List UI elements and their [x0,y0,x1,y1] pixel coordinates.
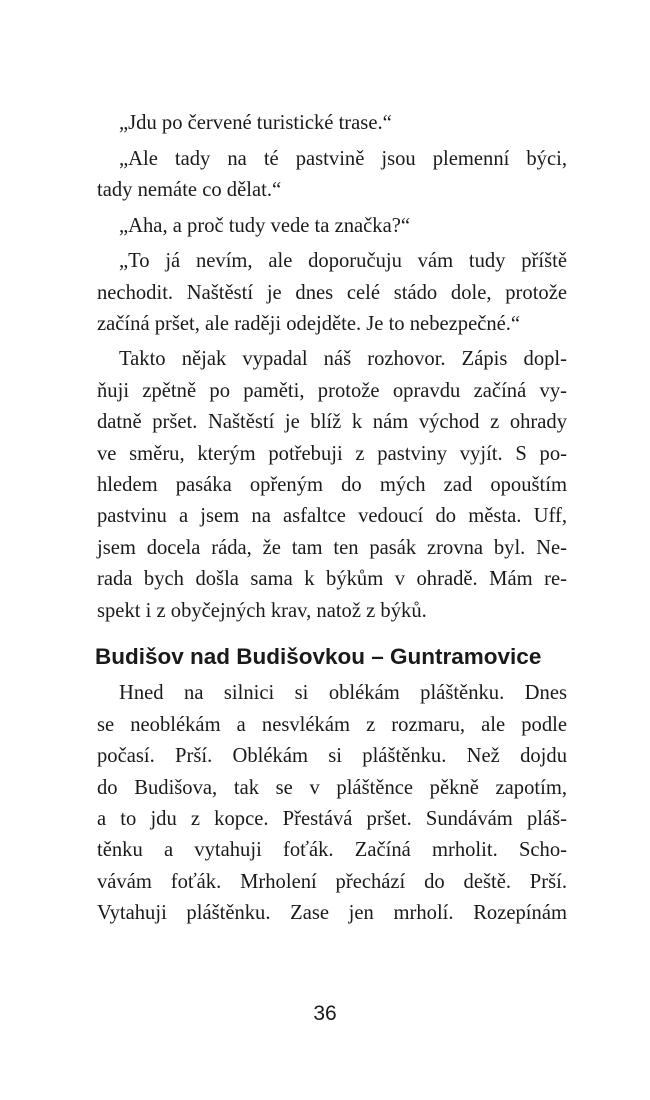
text-line: počasí. Prší. Oblékám si pláštěnku. Než dojdu [97,745,567,768]
text-line: datně pršet. Naštěstí je blíž k nám východ z ohrady [97,411,567,434]
text-line: a to jdu z kopce. Přestává pršet. Sundávám pláš- [97,807,567,830]
dialogue-paragraph [97,211,567,242]
narrative-paragraph [97,344,567,627]
text-line: ňuji zpětně po paměti, protože opravdu začíná vy- [97,379,567,402]
narrative-paragraph [97,678,567,929]
text-line: se neoblékám a nesvlékám z rozmaru, ale podle [97,713,567,736]
text-line: pastvinu a jsem na asfaltce vedoucí do města. Uff, [97,505,567,528]
text-line: jsem docela ráda, že tam ten pasák zrovna byl. Ne- [97,536,567,559]
dialogue-paragraph [97,246,567,340]
page-number: 36 [313,1002,337,1025]
text-line: rada bych došla sama k býkům v ohradě. Mám re- [97,568,567,591]
text-line: tady nemáte co dělat.“ [97,178,282,201]
text-line: ve směru, kterým potřebuji z pastviny vyjít. S po- [97,442,567,465]
dialogue-paragraph [97,108,567,139]
text-line: Vytahuji pláštěnku. Zase jen mrholí. Rozepínám [97,902,567,925]
text-line: „To já nevím, ale doporučuju vám tudy příště [119,250,567,273]
dialogue-paragraph [97,144,567,207]
text-line: Hned na silnici si oblékám pláštěnku. Dnes [119,682,567,705]
text-line: do Budišova, tak se v pláštěnce pěkně zapotím, [97,776,567,799]
section-heading: Budišov nad Budišovkou – Guntramovice [95,644,542,669]
text-line: hledem pasáka opřeným do mých zad opouštím [97,474,567,497]
text-line: „Ale tady na té pastvině jsou plemenní býci, [119,147,567,170]
text-line: spekt i z obyčejných krav, natož z býků. [97,599,427,622]
text-line: nechodit. Naštěstí je dnes celé stádo dole, protože [97,281,567,304]
text-line: začíná pršet, ale raději odejděte. Je to nebezpečné.“ [97,312,521,335]
text-line: Takto nějak vypadal náš rozhovor. Zápis dopl- [119,348,567,371]
book-page [97,108,567,934]
text-line: „Jdu po červené turistické trase.“ [119,112,392,134]
text-line: vávám foťák. Mrholení přechází do deště. Prší. [97,870,567,893]
text-line: „Aha, a proč tudy vede ta značka?“ [119,214,411,237]
text-line: těnku a vytahuji foťák. Začíná mrholit. Scho- [97,839,567,862]
